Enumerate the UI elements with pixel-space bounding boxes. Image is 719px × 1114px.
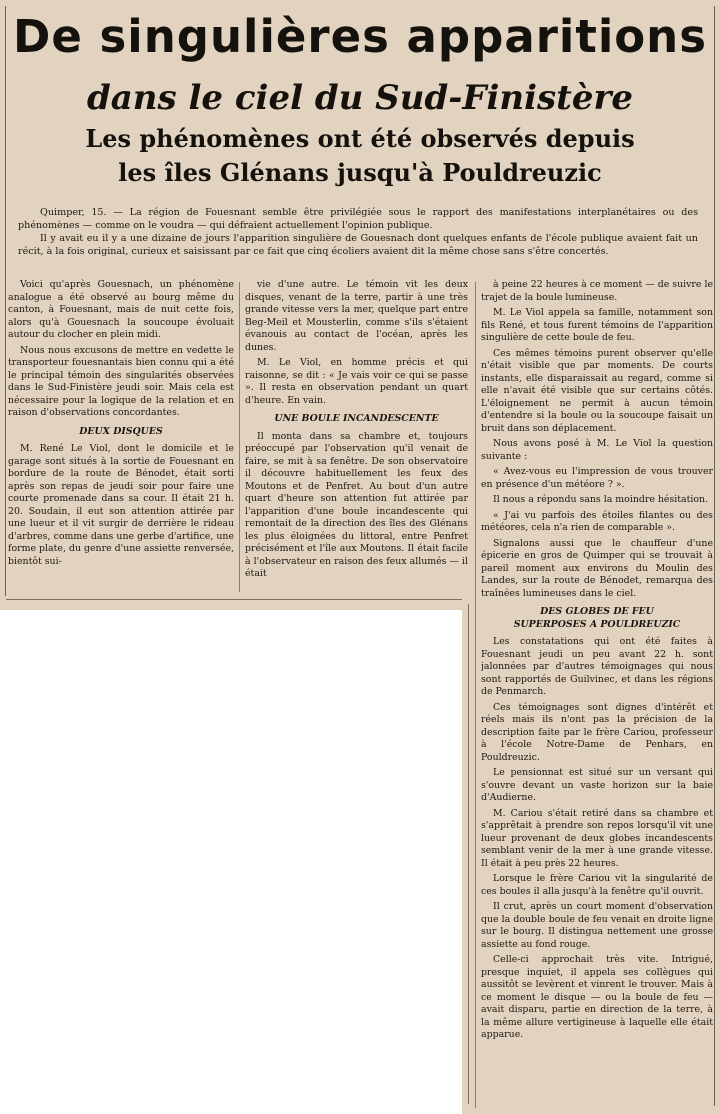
paragraph: M. Cariou s'était retiré dans sa chambre et s'apprêtait à prendre son repos lorsqu'il vit une lueur provenant de deux globes incandescents semblant venir de la mer à une grande vitesse. Il était à peu près 22 heures.: [481, 807, 713, 869]
lede-paragraph: Il y avait eu il y a une dizaine de jours l'apparition singulière de Gouesnach dont quelques enfants de l'école publique avaient fait un récit, à la fois original, curieux et saisissant par ce fait que cinq écoliers avaient dit la même chose sans s'être concertés.: [18, 233, 698, 257]
paragraph: Il crut, après un court moment d'observation que la double boule de feu venait en droite ligne sur le bourg. Il distingua nettement une grosse assiette au fond rouge.: [481, 901, 713, 950]
paragraph: Le pensionnat est situé sur un versant qui s'ouvre devant un vaste horizon sur la baie d'Audierne.: [481, 767, 713, 803]
paragraph: Ces témoignages sont dignes d'intérêt et réels mais ils n'ont pas la précision de la description faite par le frère Cariou, professeur à l'école Notre-Dame de Penhars, en Pouldreuzic.: [481, 701, 713, 763]
headline: De singulières apparitions: [12, 10, 707, 63]
column-3: [481, 279, 713, 1109]
paragraph: Les constatations qui ont été faites à Fouesnant jeudi un peu avant 22 h. sont jalonnées par d'autres témoignages qui nous sont rapportés de Guilvinec, et dans les régions de Penmarch.: [481, 636, 713, 697]
column-1: [8, 279, 234, 597]
right-border-rule: [714, 6, 715, 1106]
paragraph: Lorsque le frère Cariou vit la singularité de ces boules il alla jusqu'à la fenêtre qu'il ouvrit.: [481, 873, 713, 897]
section-subheading: UNE BOULE INCANDESCENTE: [274, 413, 439, 424]
paragraph: « Avez-vous eu l'impression de vous trouver en présence d'un météore ? ».: [481, 466, 713, 490]
section-subheading: DEUX DISQUES: [79, 425, 163, 437]
paragraph: M. Le Viol appela sa famille, notamment son fils René, et tous furent témoins de l'apparition singulière de cette boule de feu.: [481, 307, 713, 343]
paragraph: Signalons aussi que le chauffeur d'une épicerie en gros de Quimper qui se trouvait à pareil moment aux environs du Moulin des Landes, sur la route de Bénodet, remarqua des traînées lumineuses dans le ciel.: [481, 537, 713, 599]
paragraph: vie d'une autre. Le témoin vit les deux disques, venant de la terre, partir à une très grande vitesse vers la mer, quelque part entre Beg-Meil et Mousterlin, comme s'ils s'étaient évanouis au contact de l'océan, après les dunes.: [245, 279, 468, 353]
paragraph: M. Le Viol, en homme précis et qui raisonne, se dit : « Je vais voir ce qui se passe ». Il resta en observation pendant un quart d'heure. En vain.: [245, 357, 468, 406]
deck: [10, 122, 710, 190]
paragraph: Nous nous excusons de mettre en vedette le transporteur fouesnantais bien connu qui a été le principal témoin des singularités observées dans le Sud-Finistère jeudi soir. Mais cela est nécessaire pour la logique de la relation et en raison d'observations concordantes.: [8, 344, 234, 418]
column-divider: [475, 282, 476, 1108]
paragraph: Nous avons posé à M. Le Viol la question suivante :: [481, 438, 713, 462]
lede-paragraph: Quimper, 15. — La région de Fouesnant semble être privilégiée sous le rapport des manifestations interplanétaires ou des phénomènes — comme on le voudra — qui défraient actuellement l'opinion publique.: [18, 207, 698, 231]
subheading-line-2: SUPERPOSES A POULDREUZIC: [513, 618, 681, 630]
lede-paragraphs: [18, 206, 698, 258]
paragraph: M. René Le Viol, dont le domicile et le garage sont situés à la sortie de Fouesnant en bordure de la route de Bénodet, était sorti après son repas de jeudi soir pour faire une courte promenade dans sa cour. Il était 21 h. 20. Soudain, il eut son attention attirée par une lueur et il vit surgir de derrière le rideau d'arbres, comme dans une gerbe d'artifice, une forme plate, du genre d'une assiette renversée, bientôt sui-: [8, 443, 234, 567]
paragraph: à peine 22 heures à ce moment — de suivre le trajet de la boule lumineuse.: [481, 279, 713, 303]
paragraph: Il nous a répondu sans la moindre hésitation.: [493, 494, 709, 505]
paragraph: Voici qu'après Gouesnach, un phénomène analogue a été observé au bourg même du canton, à Fouesnant, mais de nuit cette fois, alors qu'à Gouesnach la soucoupe évoluait autour du clocher en plein midi.: [8, 279, 234, 340]
clip-edge-rule: [6, 599, 462, 600]
column-2: [245, 279, 468, 597]
left-border-rule: [5, 6, 6, 596]
clip-edge-rule-vertical: [468, 604, 469, 1104]
deck-line-2: les îles Glénans jusqu'à Pouldreuzic: [118, 158, 602, 187]
paragraph: « J'ai vu parfois des étoiles filantes ou des météores, cela n'a rien de comparable ».: [481, 509, 713, 533]
subheading-line-1: DES GLOBES DE FEU: [540, 606, 654, 617]
column-divider: [239, 282, 240, 592]
deck-line-1: Les phénomènes ont été observés depuis: [85, 124, 635, 153]
paragraph: Il monta dans sa chambre et, toujours préoccupé par l'observation qu'il venait de faire, se mit à sa fenêtre. De son observatoire il découvre habituellement les feux des Moutons et de Penfret. Au bout d'un autre quart d'heure son attention fut attirée par l'apparition d'une boule incandescente qui remontait de la direction des îles des Glénans les plus éloignées du littoral, entre Penfret précisément et l'île aux Moutons. Il était facile à l'observateur en raison des feux allumés — il était: [245, 430, 468, 579]
paragraph: Ces mêmes témoins purent observer qu'elle n'était visible que par moments. De courts instants, elle disparaissait au regard, comme si elle n'avait été visible que sur certains côtés. L'éloignement ne permit à aucun témoin d'entendre si la boule ou la soucoupe faisait un bruit dans son déplacement.: [481, 347, 713, 434]
paragraph: Celle-ci approchait très vite. Intrigué, presque inquiet, il appela ses collègues qui aussitôt se levèrent et vinrent le trouver. Mais à ce moment le disque — ou la boule de feu — avait disparu, partie en direction de la terre, à la même allure vertigineuse à laquelle elle était apparue.: [481, 954, 713, 1040]
subheadline: dans le ciel du Sud-Finistère: [86, 78, 634, 118]
section-subheading: [481, 606, 713, 631]
